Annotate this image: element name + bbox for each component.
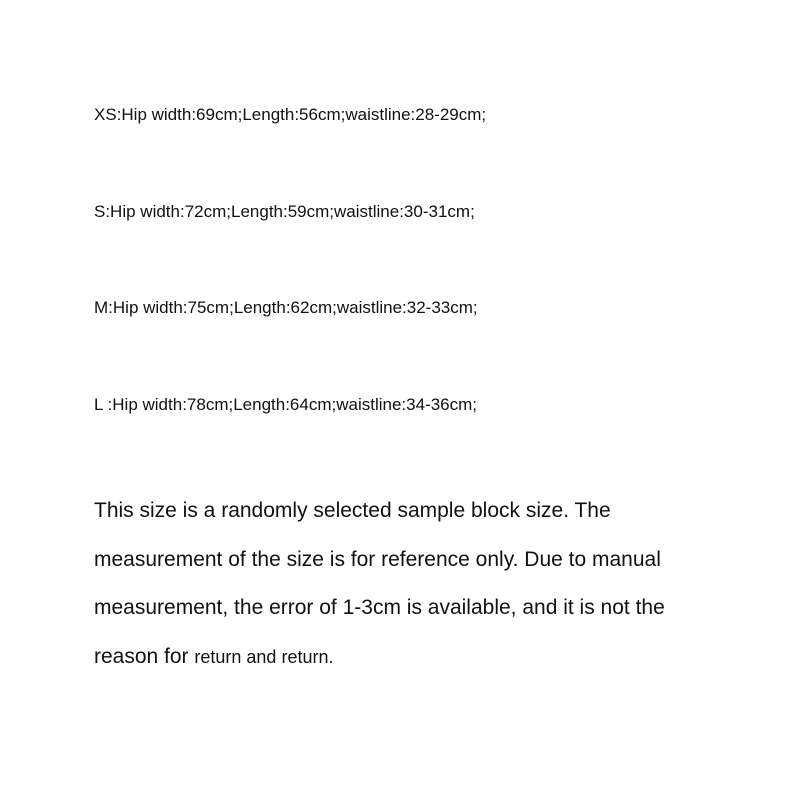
size-l-line: L :Hip width:78cm;Length:64cm;waistline:34-36cm; xyxy=(94,395,477,414)
measurement-disclaimer xyxy=(94,487,744,681)
size-s-line: S:Hip width:72cm;Length:59cm;waistline:30-31cm; xyxy=(94,202,475,221)
size-m-line: M:Hip width:75cm;Length:62cm;waistline:32-33cm; xyxy=(94,298,478,317)
disclaimer-line-1: This size is a randomly selected sample block size. The xyxy=(94,499,611,522)
disclaimer-line-3: measurement, the error of 1-3cm is available, and it is not the xyxy=(94,596,665,619)
disclaimer-line-2: measurement of the size is for reference only. Due to manual xyxy=(94,547,661,571)
disclaimer-line-4-start: reason for xyxy=(94,644,195,668)
disclaimer-line-4-end: return and return. xyxy=(194,646,334,667)
size-xs-line: XS:Hip width:69cm;Length:56cm;waistline:28-29cm; xyxy=(94,105,487,124)
disclaimer-line-4 xyxy=(94,633,744,682)
